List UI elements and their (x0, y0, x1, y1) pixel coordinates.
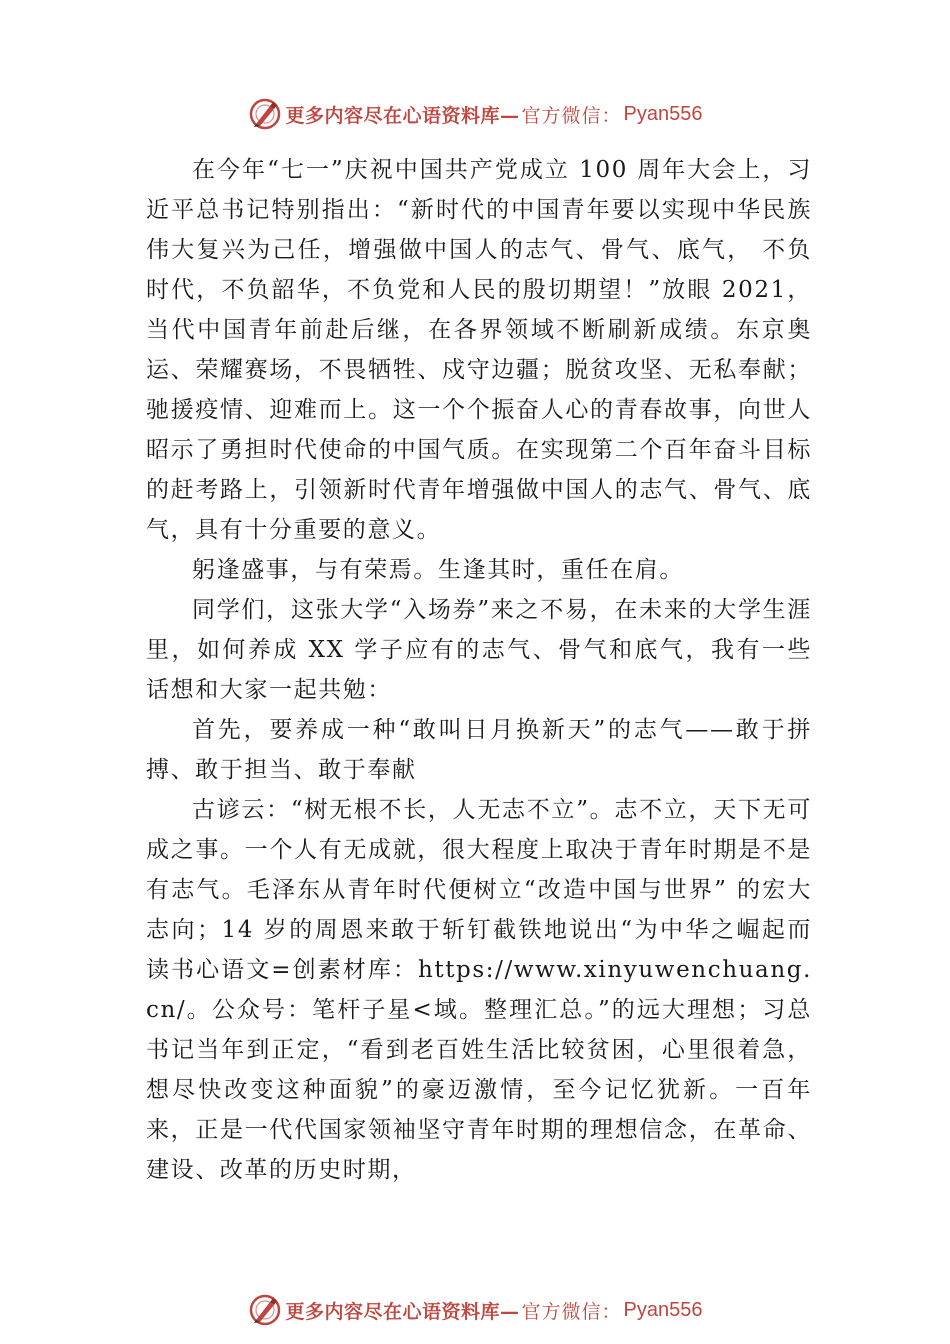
footer-banner (0, 1290, 950, 1330)
header-wechat-handle: Pyan556 (623, 102, 703, 125)
pen-logo-icon (248, 1293, 282, 1327)
header-brand-text: 更多内容尽在心语资料库— (285, 104, 520, 127)
header-wechat-label: 官方微信： (521, 104, 622, 127)
footer-wechat-handle: Pyan556 (623, 1298, 703, 1321)
header-banner (0, 94, 950, 134)
paragraph: 首先，要养成一种“敢叫日月换新天”的志气——敢于拼搏、敢于担当、敢于奉献 (146, 717, 812, 783)
paragraph: 同学们，这张大学“入场券”来之不易，在未来的大学生涯里，如何养成 XX 学子应有的志气、骨气和底气，我有一些话想和大家一起共勉： (146, 597, 812, 703)
paragraph: 在今年“七一”庆祝中国共产党成立 100 周年大会上，习近平总书记特别指出：“新时代的中国青年要以实现中华民族伟大复兴为己任，增强做中国人的志气、骨气、底气， 不负时代，不负韶华，不负党和人民的殷切期望！”放眼 2021， 当代中国青年前赴后继，在各界领域不断刷新成绩。东京奥运、荣耀赛场，不畏牺牲、戍守边疆；脱贫攻坚、无私奉献； 驰援疫情、迎难而上。这一个个振奋人心的青春故事，向世人昭示了勇担时代使命的中国气质。在实现第二个百年奋斗目标的赶考路上，引领新时代青年增强做中国人的志气、骨气、底气，具有十分重要的意义。 (146, 157, 812, 543)
footer-wechat-label: 官方微信： (521, 1300, 622, 1323)
paragraph: 古谚云：“树无根不长，人无志不立”。志不立，天下无可成之事。一个人有无成就，很大程度上取决于青年时期是不是有志气。毛泽东从青年时代便树立“改造中国与世界” 的宏大志向；14 岁的周恩来敢于斩钉截铁地说出“为中华之崛起而读书心语文=创素材库：https://www.xinyuwenchuang.cn/。公众号：笔杆子星<域。整理汇总。”的远大理想；习总书记当年到正定，“看到老百姓生活比较贫困，心里很着急，想尽快改变这种面貌”的豪迈激情，至今记忆犹新。一百年来，正是一代代国家领袖坚守青年时期的理想信念，在革命、建设、改革的历史时期， (146, 797, 812, 1183)
footer-brand-text: 更多内容尽在心语资料库— (285, 1300, 520, 1323)
paragraph: 躬逢盛事，与有荣焉。生逢其时，重任在肩。 (192, 557, 684, 583)
document-body (146, 150, 812, 1190)
pen-logo-icon (248, 97, 282, 131)
